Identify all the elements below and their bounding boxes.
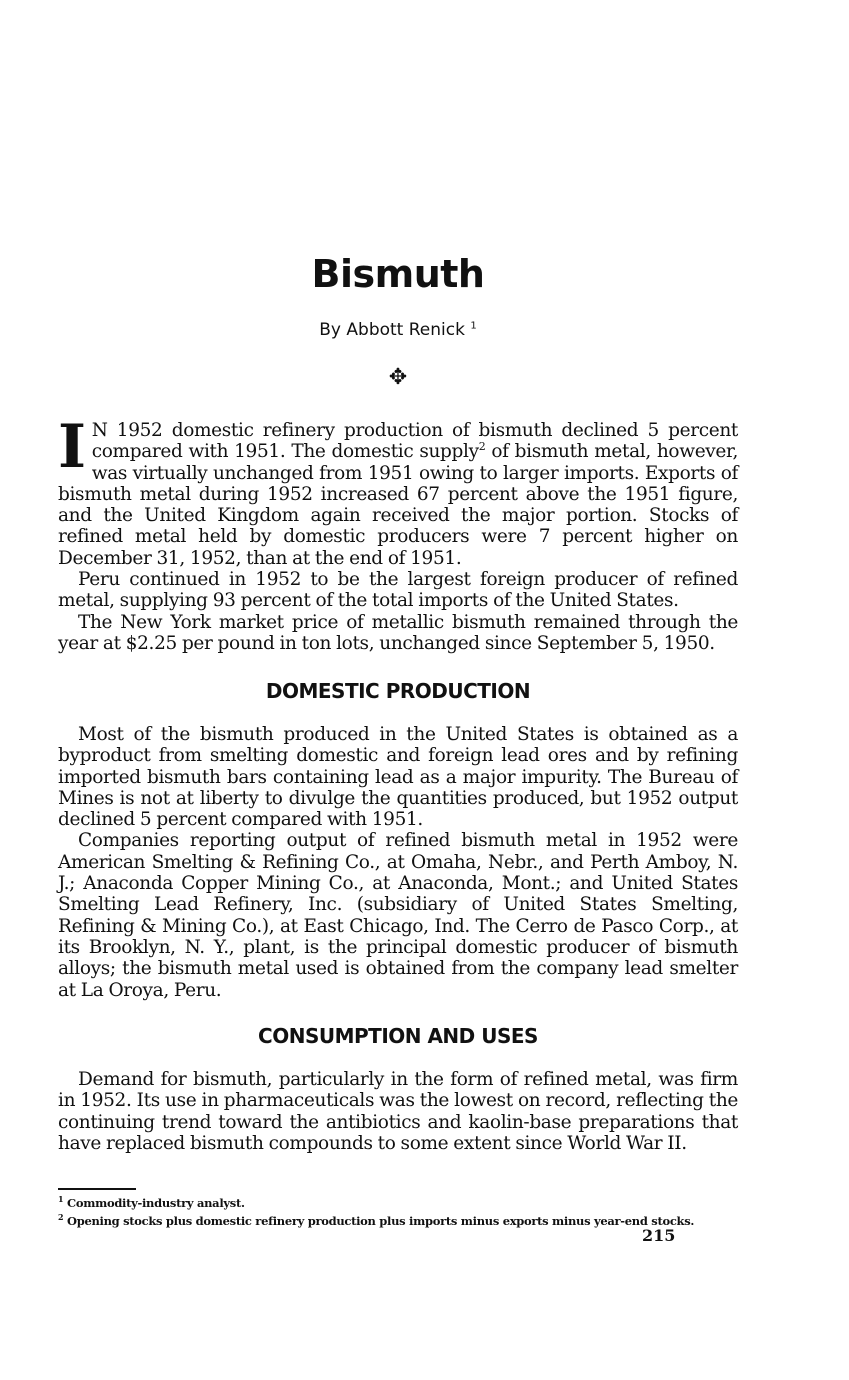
footnote-2 [58, 1210, 748, 1228]
footnote-divider [58, 1188, 136, 1190]
author-name: By Abbott Renick [319, 320, 465, 340]
consumption-section [58, 1069, 738, 1154]
footnote-mark: 2 [58, 1211, 64, 1222]
footnote-text: Commodity-industry analyst. [63, 1195, 245, 1210]
domestic-production-paragraph-1: Most of the bismuth produced in the United States is obtained as a byproduct from smelting domestic and foreign lead ores and by refining imported bismuth bars containing lead as a major impurity. The Bureau of Mines is not at liberty to divulge the quantities produced, but 1952 output declined 5 percent compared with 1951. [58, 724, 738, 831]
ornament-icon: ✥ [388, 365, 408, 390]
drop-cap: I [58, 412, 86, 482]
document-page [58, 0, 738, 1380]
intro-p1-text-b: of bismuth metal, however, was virtually unchanged from 1951 owing to larger imports. Exports of bismuth metal during 1952 increased 67 percent above the 1951 figure, and the United Kingdom again received the major portion. Stocks of refined metal held by domestic producers were 7 percent higher on December 31, 1952, than at the end of 1951. [58, 441, 738, 569]
domestic-production-section [58, 724, 738, 1001]
footnote-1 [58, 1192, 748, 1210]
consumption-paragraph-1: Demand for bismuth, particularly in the form of refined metal, was firm in 1952. Its use in pharmaceuticals was the lowest on record, reflecting the continuing trend toward the antibiotics and kaolin-base preparations that have replaced bismuth compounds to some extent since World War II. [58, 1069, 738, 1154]
byline [58, 320, 738, 340]
footnote-text: Opening stocks plus domestic refinery production plus imports minus exports minus year-end stocks. [63, 1213, 695, 1228]
section-heading-consumption-and-uses: CONSUMPTION AND USES [258, 1024, 538, 1048]
section-heading-domestic-production: DOMESTIC PRODUCTION [265, 679, 531, 703]
author-footnote-ref: 1 [470, 320, 477, 332]
supply-footnote-ref: 2 [478, 440, 486, 454]
intro-paragraph-2: Peru continued in 1952 to be the largest foreign producer of refined metal, supplying 93 percent of the total imports of the United States. [58, 569, 738, 612]
intro-section [58, 412, 738, 654]
domestic-production-paragraph-2: Companies reporting output of refined bismuth metal in 1952 were American Smelting & Refining Co., at Omaha, Nebr., and Perth Amboy, N. J.; Anaconda Copper Mining Co., at Anaconda, Mont.; and United States Smelting Lead Refinery, Inc. (subsidiary of United States Smelting, Refining & Mining Co.), at East Chicago, Ind. The Cerro de Pasco Corp., at its Brooklyn, N. Y., plant, is the principal domestic producer of bismuth alloys; the bismuth metal used is obtained from the company lead smelter at La Oroya, Peru. [58, 830, 738, 1001]
page-number: 215 [642, 1226, 676, 1245]
footnotes [58, 1192, 748, 1228]
page-title: Bismuth [311, 252, 485, 296]
intro-p1-text-a: N 1952 domestic refinery production of bismuth declined 5 percent compared with 1951. The domestic supply [91, 420, 738, 463]
footnote-mark: 1 [58, 1194, 64, 1204]
intro-paragraph-3: The New York market price of metallic bismuth remained through the year at $2.25 per pound in ton lots, unchanged since September 5, 1950. [58, 611, 738, 654]
intro-paragraph-1 [58, 412, 738, 569]
